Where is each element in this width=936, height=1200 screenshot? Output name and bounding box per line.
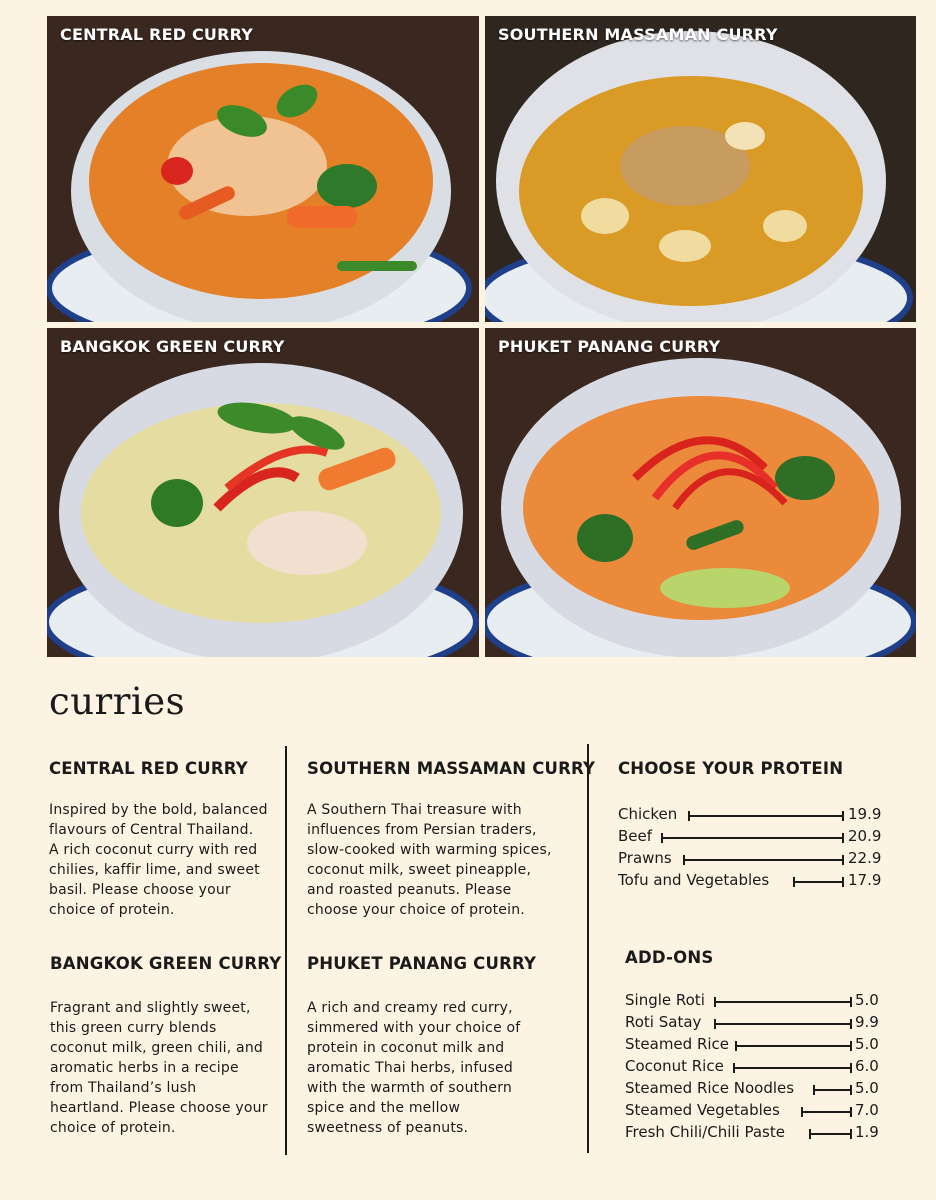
curry-title-bangkok-green: BANGKOK GREEN CURRY [50, 954, 282, 973]
description-line: sweetness of peanuts. [307, 1120, 469, 1136]
protein-price-list [618, 805, 886, 893]
description-line: choose your choice of protein. [307, 902, 525, 918]
price-row-fresh-chili [625, 1123, 885, 1145]
description-line: chilies, kaffir lime, and sweet [49, 862, 260, 878]
description-line: this green curry blends [50, 1020, 217, 1036]
photo-central-red-curry [47, 16, 479, 322]
price-row-steamed-rice [625, 1035, 885, 1057]
curry-title-phuket-panang: PHUKET PANANG CURRY [307, 954, 537, 973]
price-leader-line [735, 1045, 852, 1047]
description-line: basil. Please choose your [49, 882, 231, 898]
red-curry-bowl-illustration [47, 16, 479, 322]
photo-southern-massaman-curry [485, 16, 916, 322]
item-price: 19.9 [848, 805, 882, 823]
item-price: 7.0 [855, 1101, 879, 1119]
item-name: Single Roti [625, 991, 705, 1009]
price-row-tofu-vegetables [618, 871, 886, 893]
addons-price-list [625, 991, 885, 1145]
green-curry-bowl-illustration [47, 328, 479, 657]
photo-phuket-panang-curry [485, 328, 916, 657]
description-line: A rich coconut curry with red [49, 842, 258, 858]
item-name: Steamed Vegetables [625, 1101, 780, 1119]
item-name: Steamed Rice Noodles [625, 1079, 795, 1097]
item-name: Prawns [618, 849, 672, 867]
price-leader-line [688, 815, 844, 817]
item-name: Tofu and Vegetables [618, 871, 770, 889]
description-line: protein in coconut milk and [307, 1040, 505, 1056]
price-row-steamed-vegetables [625, 1101, 885, 1123]
price-row-single-roti [625, 991, 885, 1013]
item-price: 5.0 [855, 991, 879, 1009]
description-line: choice of protein. [49, 902, 175, 918]
item-price: 5.0 [855, 1079, 879, 1097]
description-line: slow-cooked with warming spices, [307, 842, 552, 858]
item-name: Steamed Rice [625, 1035, 730, 1053]
item-name: Beef [618, 827, 653, 845]
price-leader-line [813, 1089, 852, 1091]
price-row-prawns [618, 849, 886, 871]
price-leader-line [714, 1023, 852, 1025]
price-leader-line [661, 837, 844, 839]
description-line: simmered with your choice of [307, 1020, 521, 1036]
item-price: 6.0 [855, 1057, 879, 1075]
description-line: Inspired by the bold, balanced [49, 802, 268, 818]
description-line: influences from Persian traders, [307, 822, 537, 838]
description-line: coconut milk, sweet pineapple, [307, 862, 532, 878]
curry-description-central-red [49, 800, 268, 920]
item-name: Coconut Rice [625, 1057, 724, 1075]
photo-caption: BANGKOK GREEN CURRY [60, 337, 285, 356]
item-price: 5.0 [855, 1035, 879, 1053]
price-leader-line [793, 881, 844, 883]
description-line: aromatic herbs in a recipe [50, 1060, 239, 1076]
description-line: from Thailand’s lush [50, 1080, 197, 1096]
price-row-coconut-rice [625, 1057, 885, 1079]
curry-title-southern-massaman: SOUTHERN MASSAMAN CURRY [307, 759, 596, 778]
item-name: Fresh Chili/Chili Paste [625, 1123, 785, 1141]
description-line: heartland. Please choose your [50, 1100, 268, 1116]
photo-caption: PHUKET PANANG CURRY [498, 337, 721, 356]
price-row-chicken [618, 805, 886, 827]
photo-caption: CENTRAL RED CURRY [60, 25, 254, 44]
description-line: with the warmth of southern [307, 1080, 513, 1096]
curry-description-southern-massaman [307, 800, 552, 920]
description-line: Fragrant and slightly sweet, [50, 1000, 251, 1016]
column-divider [285, 746, 287, 1155]
item-name: Chicken [618, 805, 678, 823]
description-line: flavours of Central Thailand. [49, 822, 254, 838]
price-leader-line [714, 1001, 852, 1003]
description-line: coconut milk, green chili, and [50, 1040, 263, 1056]
massaman-curry-bowl-illustration [485, 16, 916, 322]
item-price: 22.9 [848, 849, 882, 867]
photo-caption: SOUTHERN MASSAMAN CURRY [498, 25, 778, 44]
description-line: A rich and creamy red curry, [307, 1000, 513, 1016]
panang-curry-bowl-illustration [485, 328, 916, 657]
addons-section-title: ADD-ONS [625, 948, 714, 967]
description-line: A Southern Thai treasure with [307, 802, 522, 818]
section-heading-curries: curries [49, 680, 186, 723]
price-leader-line [801, 1111, 852, 1113]
price-leader-line [809, 1133, 852, 1135]
description-line: aromatic Thai herbs, infused [307, 1060, 513, 1076]
photo-bangkok-green-curry [47, 328, 479, 657]
curry-title-central-red: CENTRAL RED CURRY [49, 759, 248, 778]
curry-description-bangkok-green [50, 998, 268, 1138]
column-divider [587, 744, 589, 1153]
item-price: 20.9 [848, 827, 882, 845]
curry-description-phuket-panang [307, 998, 520, 1138]
item-name: Roti Satay [625, 1013, 702, 1031]
description-line: spice and the mellow [307, 1100, 461, 1116]
item-price: 17.9 [848, 871, 882, 889]
price-leader-line [683, 859, 844, 861]
item-price: 1.9 [855, 1123, 879, 1141]
item-price: 9.9 [855, 1013, 879, 1031]
price-row-beef [618, 827, 886, 849]
price-row-roti-satay [625, 1013, 885, 1035]
price-leader-line [733, 1067, 852, 1069]
protein-section-title: CHOOSE YOUR PROTEIN [618, 759, 844, 778]
description-line: choice of protein. [50, 1120, 176, 1136]
description-line: and roasted peanuts. Please [307, 882, 512, 898]
price-row-steamed-rice-noodles [625, 1079, 885, 1101]
